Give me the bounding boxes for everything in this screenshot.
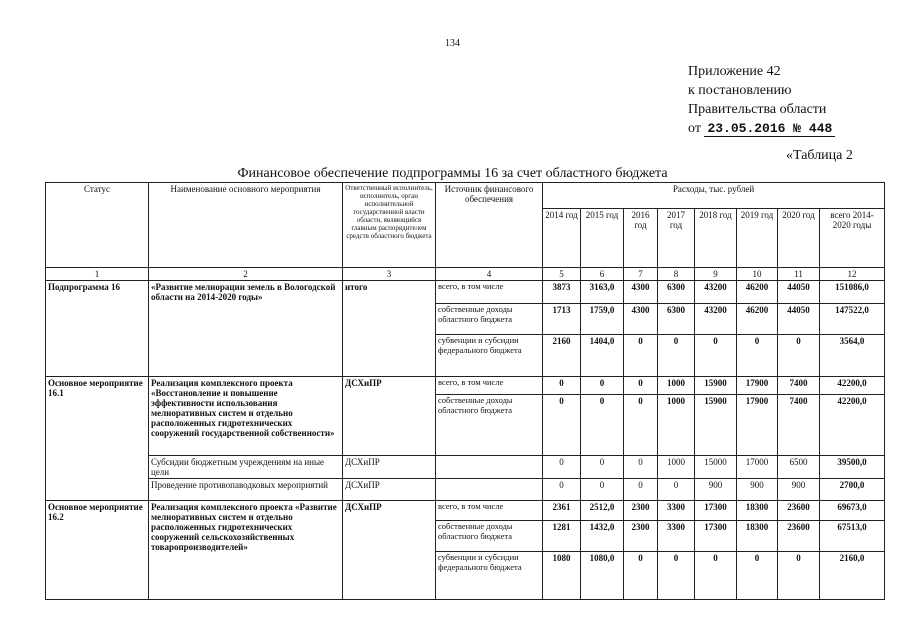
header-year: 2018 год xyxy=(695,209,737,268)
column-number: 1 xyxy=(46,268,149,281)
value-cell: 44050 xyxy=(778,281,820,304)
value-cell: 0 xyxy=(778,552,820,600)
header-expenses: Расходы, тыс. рублей xyxy=(543,183,885,209)
value-cell: 2361 xyxy=(543,501,581,521)
value-cell: 0 xyxy=(695,552,737,600)
value-cell: 0 xyxy=(737,552,778,600)
date-prefix: от xyxy=(688,121,701,136)
subrow-name-cell: Субсидии бюджетным учреждениям на иные цели xyxy=(149,456,343,479)
value-cell: 0 xyxy=(624,479,658,501)
appendix-date-line xyxy=(688,119,835,138)
value-cell: 0 xyxy=(658,479,695,501)
resolution-number: 448 xyxy=(808,121,833,136)
name-cell: «Развитие мелиорации земель в Вологодской области на 2014-2020 годы» xyxy=(149,281,343,377)
value-cell: 0 xyxy=(624,456,658,479)
header-name: Наименование основного мероприятия xyxy=(149,183,343,268)
table-title: Финансовое обеспечение подпрограммы 16 за счет областного бюджета xyxy=(237,166,668,181)
value-cell: 2160 xyxy=(543,335,581,377)
name-cell: Реализация комплексного проекта «Развитие мелиоративных систем и отдельно расположенных гидротехнических сооружений сельскохозяйственных товаропроизводителей» xyxy=(149,501,343,600)
value-cell: 4300 xyxy=(624,281,658,304)
status-cell: Основное мероприятие 16.2 xyxy=(46,501,149,600)
source-cell: собственные доходы областного бюджета xyxy=(436,521,543,552)
source-cell: собственные доходы областного бюджета xyxy=(436,304,543,335)
appendix-line-3: Правительства области xyxy=(688,102,827,117)
value-cell: 44050 xyxy=(778,304,820,335)
appendix-line-2: к постановлению xyxy=(688,83,792,98)
value-cell: 0 xyxy=(658,335,695,377)
header-year-total: всего 2014-2020 годы xyxy=(820,209,885,268)
value-cell: 18300 xyxy=(737,501,778,521)
resolution-date: 23.05.2016 xyxy=(707,121,786,136)
value-cell: 17900 xyxy=(737,377,778,395)
value-cell: 0 xyxy=(543,456,581,479)
subrow-responsible-cell: ДСХиПР xyxy=(343,479,436,501)
source-cell-empty xyxy=(436,456,543,479)
value-cell: 1432,0 xyxy=(581,521,624,552)
source-cell: субвенции и субсидии федерального бюджета xyxy=(436,335,543,377)
table-row xyxy=(46,479,885,501)
header-year: 2019 год xyxy=(737,209,778,268)
value-cell: 147522,0 xyxy=(820,304,885,335)
appendix-block xyxy=(688,62,835,138)
status-cell: Основное мероприятие 16.1 xyxy=(46,377,149,501)
value-cell: 0 xyxy=(624,552,658,600)
value-cell: 0 xyxy=(624,335,658,377)
value-cell: 3163,0 xyxy=(581,281,624,304)
value-cell: 17300 xyxy=(695,501,737,521)
value-cell: 3300 xyxy=(658,501,695,521)
column-number: 6 xyxy=(581,268,624,281)
value-cell: 43200 xyxy=(695,304,737,335)
value-cell: 6300 xyxy=(658,304,695,335)
table-row xyxy=(46,456,885,479)
value-cell: 46200 xyxy=(737,304,778,335)
subrow-responsible-cell: ДСХиПР xyxy=(343,456,436,479)
value-cell: 3300 xyxy=(658,521,695,552)
value-cell: 0 xyxy=(543,377,581,395)
subrow-name-cell: Проведение противопаводковых мероприятий xyxy=(149,479,343,501)
source-cell: собственные доходы областного бюджета xyxy=(436,395,543,456)
table-row xyxy=(46,377,885,395)
value-cell: 18300 xyxy=(737,521,778,552)
value-cell: 151086,0 xyxy=(820,281,885,304)
header-status: Статус xyxy=(46,183,149,268)
value-cell: 0 xyxy=(581,395,624,456)
column-number: 7 xyxy=(624,268,658,281)
value-cell: 15000 xyxy=(695,456,737,479)
header-year: 2020 год xyxy=(778,209,820,268)
value-cell: 2300 xyxy=(624,521,658,552)
table-row xyxy=(46,501,885,521)
header-responsible: Ответственный исполнитель, исполнитель, орган исполнительной государственной власти области, являющийся главным распорядителем средств областного бюджета xyxy=(343,183,436,268)
value-cell: 3873 xyxy=(543,281,581,304)
value-cell: 42200,0 xyxy=(820,395,885,456)
value-cell: 67513,0 xyxy=(820,521,885,552)
value-cell: 900 xyxy=(778,479,820,501)
value-cell: 7400 xyxy=(778,395,820,456)
value-cell: 4300 xyxy=(624,304,658,335)
header-year: 2015 год xyxy=(581,209,624,268)
value-cell: 0 xyxy=(624,377,658,395)
value-cell: 1713 xyxy=(543,304,581,335)
value-cell: 7400 xyxy=(778,377,820,395)
value-cell: 17300 xyxy=(695,521,737,552)
value-cell: 1080,0 xyxy=(581,552,624,600)
table-row xyxy=(46,281,885,304)
value-cell: 43200 xyxy=(695,281,737,304)
value-cell: 0 xyxy=(695,335,737,377)
value-cell: 1080 xyxy=(543,552,581,600)
resolution-date-number xyxy=(704,121,835,137)
appendix-line-1: Приложение 42 xyxy=(688,64,781,79)
value-cell: 900 xyxy=(695,479,737,501)
value-cell: 15900 xyxy=(695,395,737,456)
value-cell: 0 xyxy=(737,335,778,377)
financing-table xyxy=(45,182,885,600)
header-year: 2017 год xyxy=(658,209,695,268)
source-cell: субвенции и субсидии федерального бюджета xyxy=(436,552,543,600)
source-cell: всего, в том числе xyxy=(436,377,543,395)
value-cell: 39500,0 xyxy=(820,456,885,479)
responsible-cell: ДСХиПР xyxy=(343,377,436,456)
column-number: 3 xyxy=(343,268,436,281)
value-cell: 0 xyxy=(581,479,624,501)
value-cell: 6500 xyxy=(778,456,820,479)
responsible-cell: ДСХиПР xyxy=(343,501,436,600)
table-label: «Таблица 2 xyxy=(786,148,853,163)
column-number: 10 xyxy=(737,268,778,281)
column-number: 9 xyxy=(695,268,737,281)
value-cell: 0 xyxy=(778,335,820,377)
value-cell: 2300 xyxy=(624,501,658,521)
value-cell: 1000 xyxy=(658,456,695,479)
value-cell: 23600 xyxy=(778,501,820,521)
value-cell: 1000 xyxy=(658,377,695,395)
source-cell: всего, в том числе xyxy=(436,501,543,521)
value-cell: 6300 xyxy=(658,281,695,304)
value-cell: 0 xyxy=(658,552,695,600)
source-cell-empty xyxy=(436,479,543,501)
value-cell: 1281 xyxy=(543,521,581,552)
header-year: 2016 год xyxy=(624,209,658,268)
column-number: 5 xyxy=(543,268,581,281)
value-cell: 2512,0 xyxy=(581,501,624,521)
column-number: 11 xyxy=(778,268,820,281)
value-cell: 17900 xyxy=(737,395,778,456)
value-cell: 1404,0 xyxy=(581,335,624,377)
name-cell: Реализация комплексного проекта «Восстановление и повышение эффективности использования мелиоративных систем и отдельно расположенных гидротехнических сооружений государственной собственности» xyxy=(149,377,343,456)
column-number: 2 xyxy=(149,268,343,281)
value-cell: 15900 xyxy=(695,377,737,395)
value-cell: 17000 xyxy=(737,456,778,479)
status-cell: Подпрограмма 16 xyxy=(46,281,149,377)
value-cell: 23600 xyxy=(778,521,820,552)
column-number: 4 xyxy=(436,268,543,281)
header-year: 2014 год xyxy=(543,209,581,268)
value-cell: 0 xyxy=(581,456,624,479)
value-cell: 1000 xyxy=(658,395,695,456)
value-cell: 3564,0 xyxy=(820,335,885,377)
page-number: 134 xyxy=(445,38,460,49)
header-source: Источник финансового обеспечения xyxy=(436,183,543,268)
value-cell: 1759,0 xyxy=(581,304,624,335)
value-cell: 42200,0 xyxy=(820,377,885,395)
value-cell: 69673,0 xyxy=(820,501,885,521)
number-sign: № xyxy=(793,121,802,136)
value-cell: 0 xyxy=(624,395,658,456)
value-cell: 0 xyxy=(543,479,581,501)
column-number: 12 xyxy=(820,268,885,281)
value-cell: 46200 xyxy=(737,281,778,304)
source-cell: всего, в том числе xyxy=(436,281,543,304)
column-number: 8 xyxy=(658,268,695,281)
value-cell: 2160,0 xyxy=(820,552,885,600)
value-cell: 0 xyxy=(581,377,624,395)
value-cell: 0 xyxy=(543,395,581,456)
responsible-cell: итого xyxy=(343,281,436,377)
value-cell: 2700,0 xyxy=(820,479,885,501)
value-cell: 900 xyxy=(737,479,778,501)
